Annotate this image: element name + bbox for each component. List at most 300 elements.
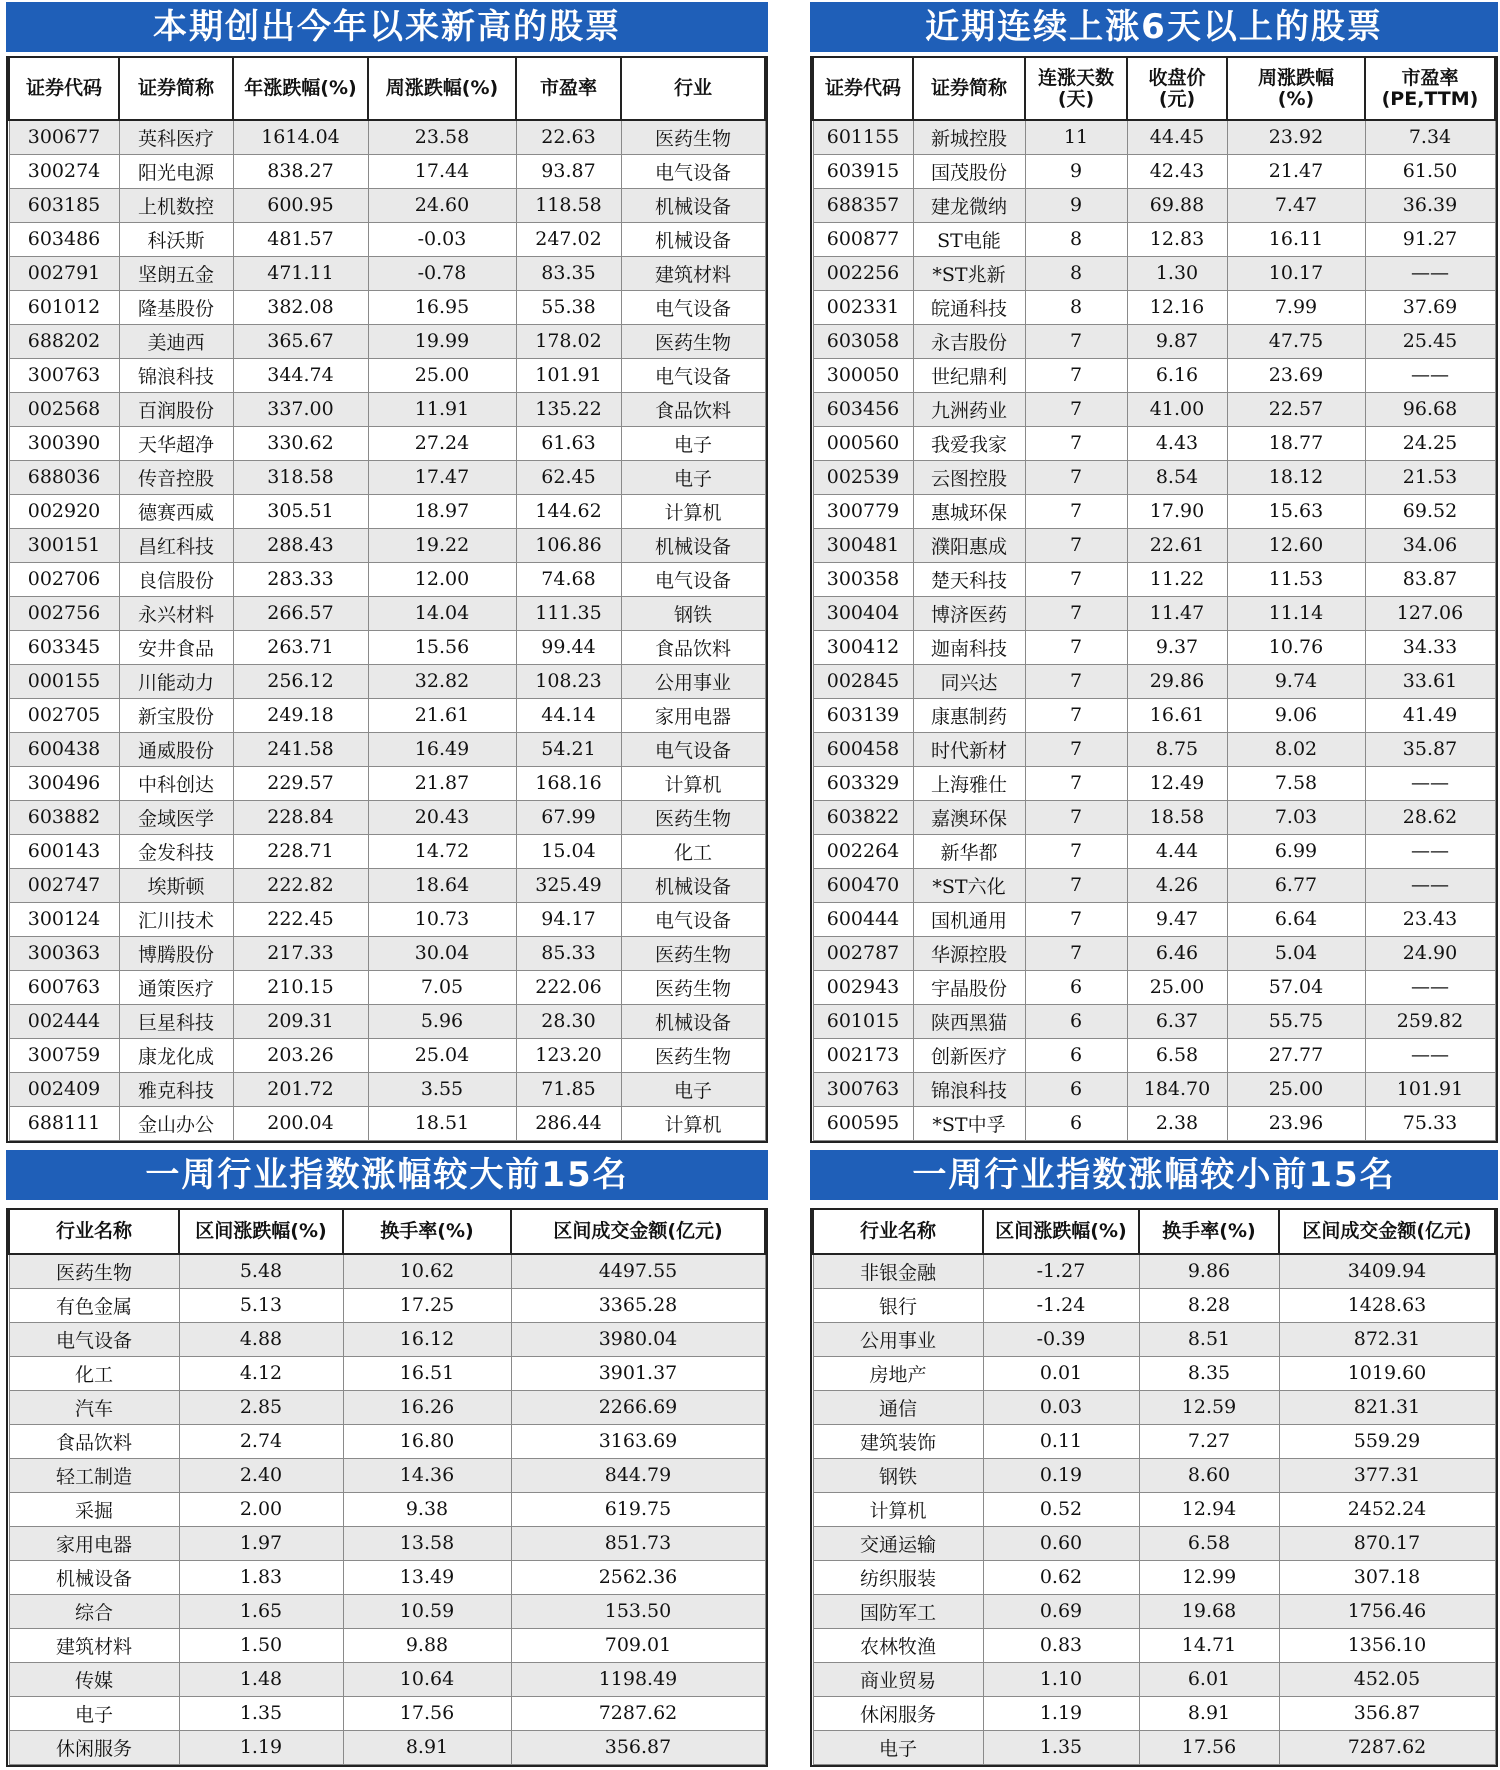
table-row xyxy=(9,1730,765,1764)
table-cell: 600470 xyxy=(813,868,913,902)
table-cell: 电气设备 xyxy=(621,732,765,766)
table-cell: —— xyxy=(1365,834,1495,868)
table-cell: —— xyxy=(1365,1038,1495,1072)
table-cell: 7 xyxy=(1025,528,1127,562)
table-cell: 8 xyxy=(1025,256,1127,290)
table-cell: 17.47 xyxy=(368,460,516,494)
table-row xyxy=(9,1004,765,1038)
table-cell: 300124 xyxy=(9,902,119,936)
table-row xyxy=(9,1038,765,1072)
table-cell: 559.29 xyxy=(1279,1424,1495,1458)
table-cell: 电气设备 xyxy=(621,358,765,392)
table-cell: 228.71 xyxy=(233,834,368,868)
table-row xyxy=(813,1492,1495,1526)
table-cell: 9.88 xyxy=(343,1628,511,1662)
column-header: 行业名称 xyxy=(9,1210,179,1254)
table-cell: 非银金融 xyxy=(813,1254,983,1288)
table-cell: 18.12 xyxy=(1227,460,1365,494)
column-header: 区间涨跌幅(%) xyxy=(983,1210,1139,1254)
table-cell: 7 xyxy=(1025,800,1127,834)
table-cell: 23.96 xyxy=(1227,1106,1365,1140)
table-cell: 688036 xyxy=(9,460,119,494)
table-cell: 600444 xyxy=(813,902,913,936)
table-cell: 603345 xyxy=(9,630,119,664)
table-cell: 化工 xyxy=(9,1356,179,1390)
table-cell: 16.95 xyxy=(368,290,516,324)
table-cell: 2266.69 xyxy=(511,1390,765,1424)
table-cell: 300763 xyxy=(9,358,119,392)
table-cell: 轻工制造 xyxy=(9,1458,179,1492)
table-cell: 101.91 xyxy=(516,358,621,392)
table-cell: 0.83 xyxy=(983,1628,1139,1662)
table-cell: 0.11 xyxy=(983,1424,1139,1458)
table-cell: 有色金属 xyxy=(9,1288,179,1322)
table-cell: 18.77 xyxy=(1227,426,1365,460)
table-cell: 8.91 xyxy=(1139,1696,1279,1730)
table-row xyxy=(9,936,765,970)
table-cell: 电子 xyxy=(621,1072,765,1106)
table-cell: 106.86 xyxy=(516,528,621,562)
table-cell: 化工 xyxy=(621,834,765,868)
table-cell: 9.74 xyxy=(1227,664,1365,698)
table-cell: 计算机 xyxy=(813,1492,983,1526)
table-cell: 6 xyxy=(1025,1072,1127,1106)
table-row xyxy=(813,1594,1495,1628)
table-cell: 69.88 xyxy=(1127,188,1227,222)
table-cell: 医药生物 xyxy=(621,936,765,970)
table-cell: 创新医疗 xyxy=(913,1038,1025,1072)
table-row xyxy=(813,1072,1495,1106)
table-cell: 300358 xyxy=(813,562,913,596)
table-cell: 263.71 xyxy=(233,630,368,664)
table-cell: 休闲服务 xyxy=(9,1730,179,1764)
table-row xyxy=(813,392,1495,426)
table-row xyxy=(9,256,765,290)
table-cell: 医药生物 xyxy=(621,324,765,358)
panel-bottom-industries xyxy=(810,1150,1498,1767)
table-cell: 7 xyxy=(1025,596,1127,630)
table-cell: 6.01 xyxy=(1139,1662,1279,1696)
table-cell: 25.00 xyxy=(1227,1072,1365,1106)
table-cell: 计算机 xyxy=(621,1106,765,1140)
table-cell: 6 xyxy=(1025,1038,1127,1072)
table-cell: 电气设备 xyxy=(621,902,765,936)
table-cell: 钢铁 xyxy=(813,1458,983,1492)
table-cell: 英科医疗 xyxy=(119,120,233,154)
table-cell: 16.26 xyxy=(343,1390,511,1424)
table-cell: 16.61 xyxy=(1127,698,1227,732)
table-cell: —— xyxy=(1365,868,1495,902)
table-cell: 康龙化成 xyxy=(119,1038,233,1072)
table-cell: 新华都 xyxy=(913,834,1025,868)
table-cell: 601012 xyxy=(9,290,119,324)
column-header: 市盈率 xyxy=(516,58,621,120)
table-cell: 机械设备 xyxy=(621,222,765,256)
table-cell: 0.01 xyxy=(983,1356,1139,1390)
panel-title: 一周行业指数涨幅较小前15名 xyxy=(810,1150,1498,1200)
table-cell: 食品饮料 xyxy=(621,392,765,426)
table-cell: 37.69 xyxy=(1365,290,1495,324)
table-cell: 002264 xyxy=(813,834,913,868)
table-cell: 44.14 xyxy=(516,698,621,732)
table-cell: 机械设备 xyxy=(621,868,765,902)
table-cell: 机械设备 xyxy=(9,1560,179,1594)
table-row xyxy=(9,664,765,698)
table-row xyxy=(9,1526,765,1560)
table-cell: 41.49 xyxy=(1365,698,1495,732)
table-cell: 九洲药业 xyxy=(913,392,1025,426)
table-cell: 医药生物 xyxy=(621,120,765,154)
table-cell: 1.97 xyxy=(179,1526,343,1560)
table-cell: 6 xyxy=(1025,970,1127,1004)
table-cell: 1.48 xyxy=(179,1662,343,1696)
table-cell: 356.87 xyxy=(511,1730,765,1764)
table-cell: 房地产 xyxy=(813,1356,983,1390)
table-row xyxy=(813,1288,1495,1322)
table-cell: 229.57 xyxy=(233,766,368,800)
table-cell: 良信股份 xyxy=(119,562,233,596)
table-cell: 汇川技术 xyxy=(119,902,233,936)
table-cell: 844.79 xyxy=(511,1458,765,1492)
table-cell: 上机数控 xyxy=(119,188,233,222)
table-cell: —— xyxy=(1365,358,1495,392)
table-cell: 7287.62 xyxy=(511,1696,765,1730)
table-cell: 1.30 xyxy=(1127,256,1227,290)
table-cell: 17.44 xyxy=(368,154,516,188)
table-cell: 228.84 xyxy=(233,800,368,834)
table-cell: 5.13 xyxy=(179,1288,343,1322)
table-cell: 2.74 xyxy=(179,1424,343,1458)
table-cell: 17.90 xyxy=(1127,494,1227,528)
table-cell: 8.75 xyxy=(1127,732,1227,766)
table-cell: 6.64 xyxy=(1227,902,1365,936)
table-cell: 食品饮料 xyxy=(621,630,765,664)
table-cell: 7 xyxy=(1025,358,1127,392)
table-cell: 002331 xyxy=(813,290,913,324)
table-cell: 11.47 xyxy=(1127,596,1227,630)
table-cell: 330.62 xyxy=(233,426,368,460)
table-cell: 108.23 xyxy=(516,664,621,698)
table-cell: 23.69 xyxy=(1227,358,1365,392)
table-cell: —— xyxy=(1365,970,1495,1004)
table-cell: 建筑材料 xyxy=(9,1628,179,1662)
table-cell: 安井食品 xyxy=(119,630,233,664)
table-cell: 002706 xyxy=(9,562,119,596)
table-cell: 12.99 xyxy=(1139,1560,1279,1594)
table-cell: 3.55 xyxy=(368,1072,516,1106)
table-cell: 83.87 xyxy=(1365,562,1495,596)
table-cell: 127.06 xyxy=(1365,596,1495,630)
table-cell: 452.05 xyxy=(1279,1662,1495,1696)
table-cell: 4.26 xyxy=(1127,868,1227,902)
table-row xyxy=(9,596,765,630)
table-cell: 300363 xyxy=(9,936,119,970)
table-cell: 344.74 xyxy=(233,358,368,392)
table-cell: 300759 xyxy=(9,1038,119,1072)
table-cell: 002705 xyxy=(9,698,119,732)
table-cell: 83.35 xyxy=(516,256,621,290)
table-cell: 200.04 xyxy=(233,1106,368,1140)
table-cell: 601015 xyxy=(813,1004,913,1038)
table-row xyxy=(813,222,1495,256)
table-cell: 0.19 xyxy=(983,1458,1139,1492)
table-cell: 9.86 xyxy=(1139,1254,1279,1288)
table-row xyxy=(9,1458,765,1492)
table-row xyxy=(813,698,1495,732)
streak-table xyxy=(812,58,1496,1141)
table-cell: 电气设备 xyxy=(621,290,765,324)
table-cell: 8.02 xyxy=(1227,732,1365,766)
table-row xyxy=(813,1458,1495,1492)
table-cell: 3901.37 xyxy=(511,1356,765,1390)
table-cell: 6.16 xyxy=(1127,358,1227,392)
table-cell: 9.06 xyxy=(1227,698,1365,732)
table-cell: 17.56 xyxy=(343,1696,511,1730)
table-cell: 8 xyxy=(1025,222,1127,256)
table-cell: 7 xyxy=(1025,936,1127,970)
table-cell: 325.49 xyxy=(516,868,621,902)
table-cell: 6.58 xyxy=(1139,1526,1279,1560)
table-cell: 300481 xyxy=(813,528,913,562)
table-cell: 5.96 xyxy=(368,1004,516,1038)
table-row xyxy=(813,868,1495,902)
table-cell: 9 xyxy=(1025,188,1127,222)
table-cell: 10.62 xyxy=(343,1254,511,1288)
table-cell: 44.45 xyxy=(1127,120,1227,154)
table-cell: 7 xyxy=(1025,698,1127,732)
table-cell: 2452.24 xyxy=(1279,1492,1495,1526)
table-cell: 99.44 xyxy=(516,630,621,664)
top-industries-table xyxy=(8,1210,766,1765)
table-cell: 德赛西威 xyxy=(119,494,233,528)
table-cell: 002173 xyxy=(813,1038,913,1072)
table-row xyxy=(813,154,1495,188)
table-cell: 002756 xyxy=(9,596,119,630)
table-cell: -0.39 xyxy=(983,1322,1139,1356)
table-cell: 金山办公 xyxy=(119,1106,233,1140)
table-cell: 256.12 xyxy=(233,664,368,698)
table-row xyxy=(9,222,765,256)
table-cell: 118.58 xyxy=(516,188,621,222)
table-row xyxy=(9,1696,765,1730)
table-cell: 建龙微纳 xyxy=(913,188,1025,222)
table-cell: 20.43 xyxy=(368,800,516,834)
column-header: 换手率(%) xyxy=(343,1210,511,1254)
table-cell: 建筑材料 xyxy=(621,256,765,290)
table-cell: 金发科技 xyxy=(119,834,233,868)
table-cell: 178.02 xyxy=(516,324,621,358)
panel-title: 近期连续上涨6天以上的股票 xyxy=(810,2,1498,52)
table-cell: 1428.63 xyxy=(1279,1288,1495,1322)
table-cell: 7.99 xyxy=(1227,290,1365,324)
table-row xyxy=(9,800,765,834)
table-cell: 4497.55 xyxy=(511,1254,765,1288)
table-cell: 7.27 xyxy=(1139,1424,1279,1458)
table-cell: 4.12 xyxy=(179,1356,343,1390)
table-cell: -0.03 xyxy=(368,222,516,256)
table-cell: 7 xyxy=(1025,868,1127,902)
table-cell: 11.91 xyxy=(368,392,516,426)
table-row xyxy=(9,188,765,222)
table-cell: 7 xyxy=(1025,664,1127,698)
panel-new-high xyxy=(6,2,768,1143)
table-cell: 1356.10 xyxy=(1279,1628,1495,1662)
table-cell: 600438 xyxy=(9,732,119,766)
table-cell: 600.95 xyxy=(233,188,368,222)
table-cell: 0.69 xyxy=(983,1594,1139,1628)
table-cell: 1.83 xyxy=(179,1560,343,1594)
table-cell: 3163.69 xyxy=(511,1424,765,1458)
table-cell: 23.43 xyxy=(1365,902,1495,936)
table-row xyxy=(813,630,1495,664)
table-cell: 上海雅仕 xyxy=(913,766,1025,800)
table-cell: 25.00 xyxy=(368,358,516,392)
table-cell: 47.75 xyxy=(1227,324,1365,358)
table-cell: 1019.60 xyxy=(1279,1356,1495,1390)
table-row xyxy=(813,1254,1495,1288)
table-cell: 300677 xyxy=(9,120,119,154)
table-cell: 6.58 xyxy=(1127,1038,1227,1072)
table-cell: 9 xyxy=(1025,154,1127,188)
table-row xyxy=(9,970,765,1004)
table-cell: 1.19 xyxy=(179,1730,343,1764)
table-row xyxy=(9,1356,765,1390)
table-row xyxy=(9,868,765,902)
table-row xyxy=(9,426,765,460)
table-cell: 锦浪科技 xyxy=(913,1072,1025,1106)
table-cell: 41.00 xyxy=(1127,392,1227,426)
table-cell: 603058 xyxy=(813,324,913,358)
table-cell: 7 xyxy=(1025,732,1127,766)
table-cell: 851.73 xyxy=(511,1526,765,1560)
table-cell: 600458 xyxy=(813,732,913,766)
table-cell: 62.45 xyxy=(516,460,621,494)
table-cell: 19.99 xyxy=(368,324,516,358)
column-header: 市盈率 (PE,TTM) xyxy=(1365,58,1495,120)
table-cell: 时代新材 xyxy=(913,732,1025,766)
table-row xyxy=(9,1662,765,1696)
table-cell: 通威股份 xyxy=(119,732,233,766)
table-cell: 2.85 xyxy=(179,1390,343,1424)
table-row xyxy=(9,1424,765,1458)
table-cell: 博腾股份 xyxy=(119,936,233,970)
table-cell: 12.94 xyxy=(1139,1492,1279,1526)
table-cell: 11.22 xyxy=(1127,562,1227,596)
table-row xyxy=(813,426,1495,460)
table-cell: 银行 xyxy=(813,1288,983,1322)
table-cell: ST电能 xyxy=(913,222,1025,256)
table-row xyxy=(9,460,765,494)
table-cell: 247.02 xyxy=(516,222,621,256)
table-cell: 雅克科技 xyxy=(119,1072,233,1106)
table-cell: 博济医药 xyxy=(913,596,1025,630)
table-cell: 9.37 xyxy=(1127,630,1227,664)
table-cell: 300779 xyxy=(813,494,913,528)
table-cell: 1.35 xyxy=(983,1730,1139,1764)
table-row xyxy=(9,1072,765,1106)
table-cell: 建筑装饰 xyxy=(813,1424,983,1458)
table-cell: 603456 xyxy=(813,392,913,426)
table-cell: 百润股份 xyxy=(119,392,233,426)
table-cell: 楚天科技 xyxy=(913,562,1025,596)
table-cell: 7.58 xyxy=(1227,766,1365,800)
table-cell: 8.60 xyxy=(1139,1458,1279,1492)
table-cell: 川能动力 xyxy=(119,664,233,698)
table-cell: 18.58 xyxy=(1127,800,1227,834)
column-header: 收盘价 (元) xyxy=(1127,58,1227,120)
table-cell: 34.33 xyxy=(1365,630,1495,664)
table-cell: 85.33 xyxy=(516,936,621,970)
table-cell: 872.31 xyxy=(1279,1322,1495,1356)
table-cell: 337.00 xyxy=(233,392,368,426)
table-cell: 318.58 xyxy=(233,460,368,494)
table-cell: 7 xyxy=(1025,426,1127,460)
table-cell: 4.43 xyxy=(1127,426,1227,460)
table-cell: 6 xyxy=(1025,1106,1127,1140)
table-cell: 7 xyxy=(1025,324,1127,358)
table-cell: 18.97 xyxy=(368,494,516,528)
table-cell: 22.61 xyxy=(1127,528,1227,562)
table-row xyxy=(9,1594,765,1628)
column-header: 证券代码 xyxy=(9,58,119,120)
table-cell: 9.47 xyxy=(1127,902,1227,936)
table-row xyxy=(813,664,1495,698)
table-cell: 6 xyxy=(1025,1004,1127,1038)
table-row xyxy=(813,256,1495,290)
table-row xyxy=(9,290,765,324)
table-cell: 600877 xyxy=(813,222,913,256)
table-row xyxy=(813,1356,1495,1390)
table-cell: 217.33 xyxy=(233,936,368,970)
table-cell: 18.51 xyxy=(368,1106,516,1140)
table-cell: 家用电器 xyxy=(9,1526,179,1560)
table-row xyxy=(813,494,1495,528)
table-cell: 266.57 xyxy=(233,596,368,630)
table-cell: 27.24 xyxy=(368,426,516,460)
column-header: 证券简称 xyxy=(119,58,233,120)
table-cell: 288.43 xyxy=(233,528,368,562)
table-cell: 14.36 xyxy=(343,1458,511,1492)
table-cell: 10.64 xyxy=(343,1662,511,1696)
table-cell: 7 xyxy=(1025,460,1127,494)
table-row xyxy=(9,766,765,800)
table-cell: 210.15 xyxy=(233,970,368,1004)
table-row xyxy=(9,120,765,154)
table-cell: 16.80 xyxy=(343,1424,511,1458)
table-cell: 汽车 xyxy=(9,1390,179,1424)
table-cell: 18.64 xyxy=(368,868,516,902)
table-cell: 0.62 xyxy=(983,1560,1139,1594)
table-cell: 交通运输 xyxy=(813,1526,983,1560)
table-cell: 42.43 xyxy=(1127,154,1227,188)
table-cell: 机械设备 xyxy=(621,188,765,222)
table-cell: 307.18 xyxy=(1279,1560,1495,1594)
table-cell: 54.21 xyxy=(516,732,621,766)
table-row xyxy=(9,1560,765,1594)
table-cell: 传音控股 xyxy=(119,460,233,494)
table-row xyxy=(813,1526,1495,1560)
table-cell: 300404 xyxy=(813,596,913,630)
table-cell: 17.25 xyxy=(343,1288,511,1322)
table-cell: 000560 xyxy=(813,426,913,460)
table-cell: —— xyxy=(1365,766,1495,800)
column-header: 换手率(%) xyxy=(1139,1210,1279,1254)
table-row xyxy=(813,970,1495,1004)
table-cell: 7 xyxy=(1025,630,1127,664)
table-cell: 3409.94 xyxy=(1279,1254,1495,1288)
table-cell: 6.46 xyxy=(1127,936,1227,970)
table-cell: 7287.62 xyxy=(1279,1730,1495,1764)
